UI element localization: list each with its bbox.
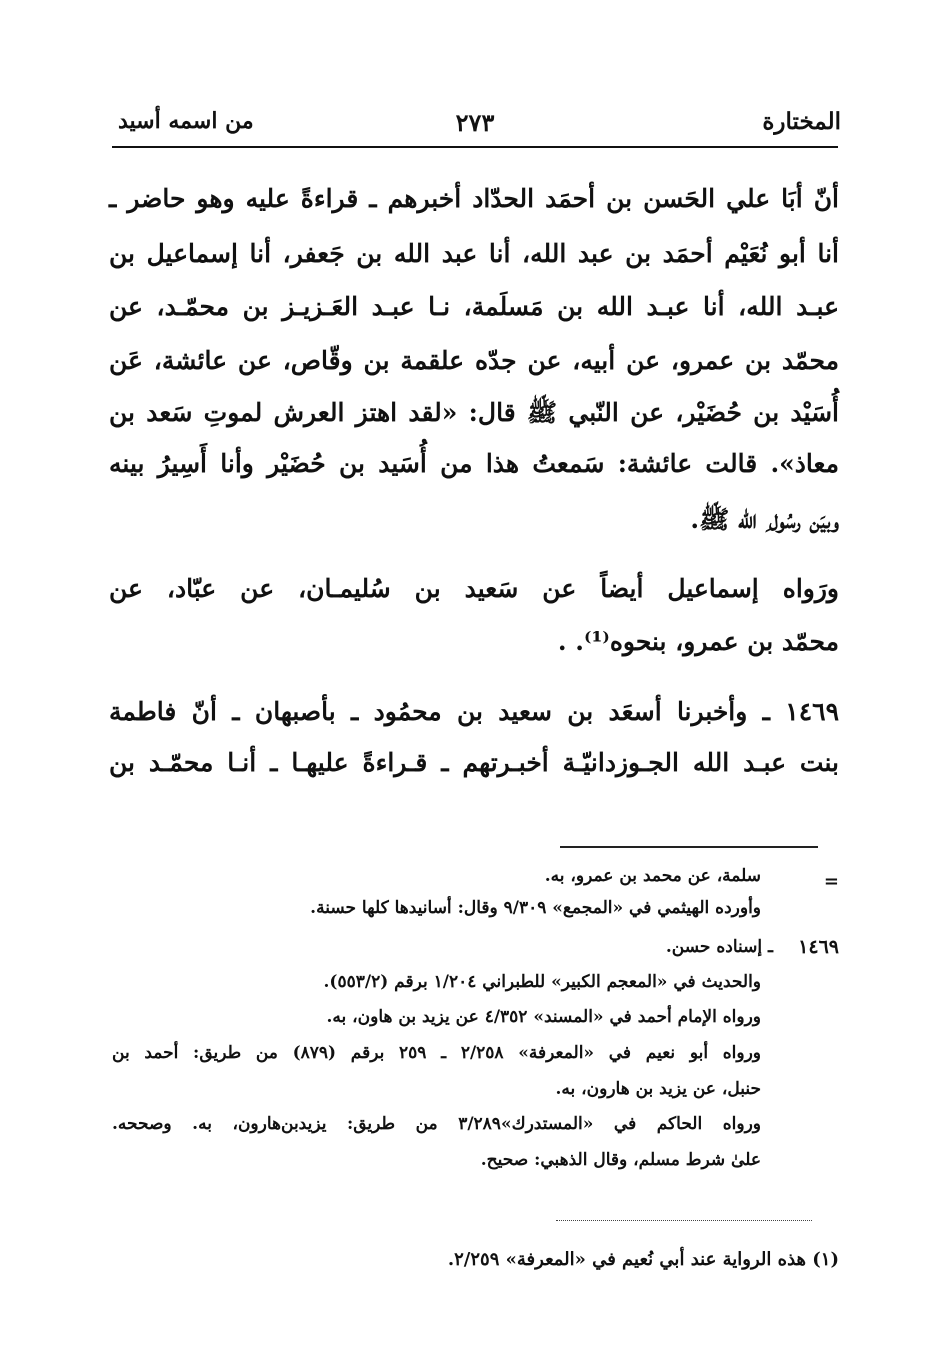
footnote-line: سلمة، عن محمد بن عمرو، به. — [544, 866, 761, 886]
text-line: أنّ أبَا علي الحَسن بن أحمَد الحدّاد أخبرهم ـ قراءةً عليه وهو حاضر ـ — [109, 184, 839, 213]
text-line: معاذ». قالت عائشة: سَمعتُ هذا من أُسَيد بن حُضَيْر وأنا أَسِيرُ بينه — [109, 449, 839, 478]
footnote-line: وأورده الهيثمي في «المجمع» ٩/٣٠٩ وقال: أسانيدها كلها حسنة. — [310, 898, 761, 918]
footnote-line: والحديث في «المعجم الكبير» للطبراني ١/٢٠٤ برقم (٥٥٣/٢). — [323, 972, 761, 992]
hadith-1469-line: ١٤٦٩ ـ وأخبرنا أسعَد بن سعيد بن محمُود ـ بأصبهان ـ أنّ فاطمة — [109, 697, 839, 726]
footnote-rule — [560, 846, 818, 848]
footnote-line: ورواه الحاكم في «المستدرك»٣/٢٨٩ من طريق: يزيدبن‌هارون، به. وصححه. — [112, 1114, 761, 1134]
text-line: محمّد بن عمرو، عن أبيه، عن جدّه علقمة بن وقّاص، عن عائشة، عَن — [109, 346, 839, 375]
text-line: عبـد الله، أنا عبـد الله بن مَسلَمة، نـا عبـد العَـزيـز بن محمّـد، عن — [109, 292, 839, 321]
text-line: أُسَيْد بن حُضَيْر، عن النّبي ﷺ قال: «لقد اهتز العرش لموتِ سَعد بن — [109, 398, 839, 427]
footnote-line: علىٰ شرط مسلم، وقال الذهبي: صحيح. — [480, 1150, 761, 1170]
text-line: بنت عبـد الله الجـوزدانيّـة أخبـرتهم ـ قـراءةً عليهـا ـ أنـا محمّـد بن — [109, 748, 839, 777]
footnote-entry-number: ١٤٦٩ — [798, 936, 839, 958]
text-line: أنا أبو نُعَيْم أحمَد بن عبد الله، أنا عبد الله بن جَعفر، أنا إسماعيل بن — [109, 239, 839, 268]
text-line: وبيَن رسُول ِ الله ﷺ. — [690, 505, 839, 534]
footnote-line: ورواه الإمام أحمد في «المسند» ٤/٣٥٢ عن يزيد بن هاون، به. — [326, 1007, 761, 1027]
footnote-separator — [556, 1220, 812, 1221]
running-header-book-title: المختارة — [762, 108, 841, 135]
continuation-mark: = — [823, 871, 839, 892]
running-header-section: من اسمه أسيد — [118, 108, 254, 134]
page-number: ٢٧٣ — [455, 108, 495, 137]
text-line: محمّد بن عمرو، بنحوه⁽¹⁾. . — [557, 627, 839, 656]
footnote-line: حنبل، عن يزيد بن هارون، به. — [555, 1079, 761, 1099]
footnote-line: ورواه أبو نعيم في «المعرفة» ٢/٢٥٨ ـ ٢٥٩ برقم (٨٧٩) من طريق: أحمد بن — [112, 1043, 762, 1063]
header-rule — [112, 146, 838, 148]
footnote-line: ـ إسناده حسن. — [665, 937, 773, 957]
text-line: ورَواه إسماعيل أيضاً عن سَعيد بن سُليمـان، عن عبّاد، عن — [109, 574, 839, 603]
footnote-1: (١) هذه الرواية عند أبي نُعيم في «المعرفة» ٢/٢٥٩. — [447, 1249, 839, 1270]
